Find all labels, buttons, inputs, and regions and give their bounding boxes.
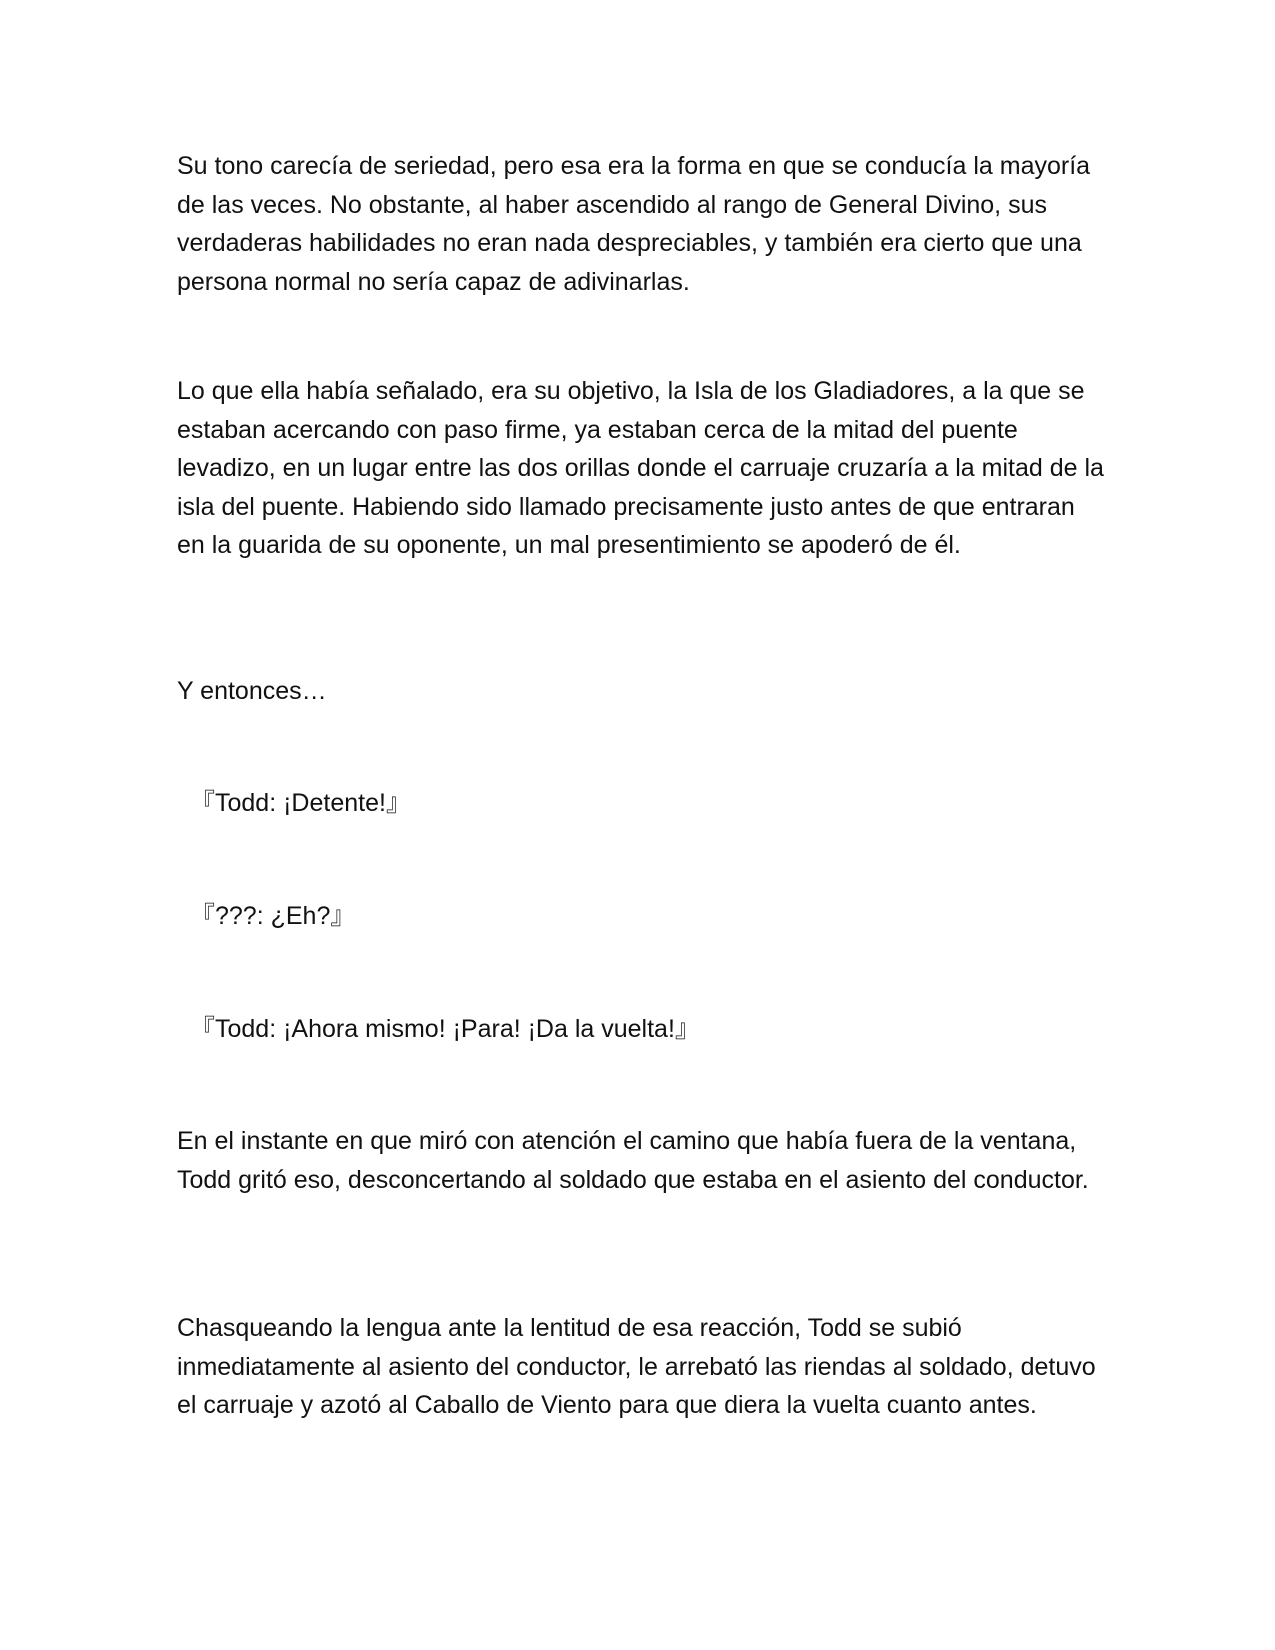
- paragraph-narration-5: Chasqueando la lengua ante la lentitud de esa reacción, Todd se subió inmediatamente al asiento del conductor, le arrebató las riendas al soldado, detuvo el carruaje y azotó al Caballo de Viento para que diera la vuelta cuanto antes.: [177, 1314, 1096, 1419]
- dialogue-line-unknown: 『???: ¿Eh?』: [190, 902, 356, 930]
- paragraph-narration-1: Su tono carecía de seriedad, pero esa era la forma en que se conducía la mayoría de las veces. No obstante, al haber ascendido al rango de General Divino, sus verdaderas habilidades no eran nada despreciables, y también era cierto que una persona normal no sería capaz de adivinarlas.: [177, 152, 1091, 296]
- dialogue-line-todd-2: 『Todd: ¡Ahora mismo! ¡Para! ¡Da la vuelta!』: [190, 1015, 700, 1043]
- paragraph-narration-3: Y entonces…: [177, 677, 327, 705]
- paragraph-narration-4: En el instante en que miró con atención el camino que había fuera de la ventana, Todd gritó eso, desconcertando al soldado que estaba en el asiento del conductor.: [177, 1127, 1089, 1194]
- dialogue-line-todd-1: 『Todd: ¡Detente!』: [190, 789, 411, 817]
- paragraph-narration-2: Lo que ella había señalado, era su objetivo, la Isla de los Gladiadores, a la que se estaban acercando con paso firme, ya estaban cerca de la mitad del puente levadizo, en un lugar entre las dos orillas donde el carruaje cruzaría a la mitad de la isla del puente. Habiendo sido llamado precisamente justo antes de que entraran en la guarida de su oponente, un mal presentimiento se apoderó de él.: [177, 377, 1104, 559]
